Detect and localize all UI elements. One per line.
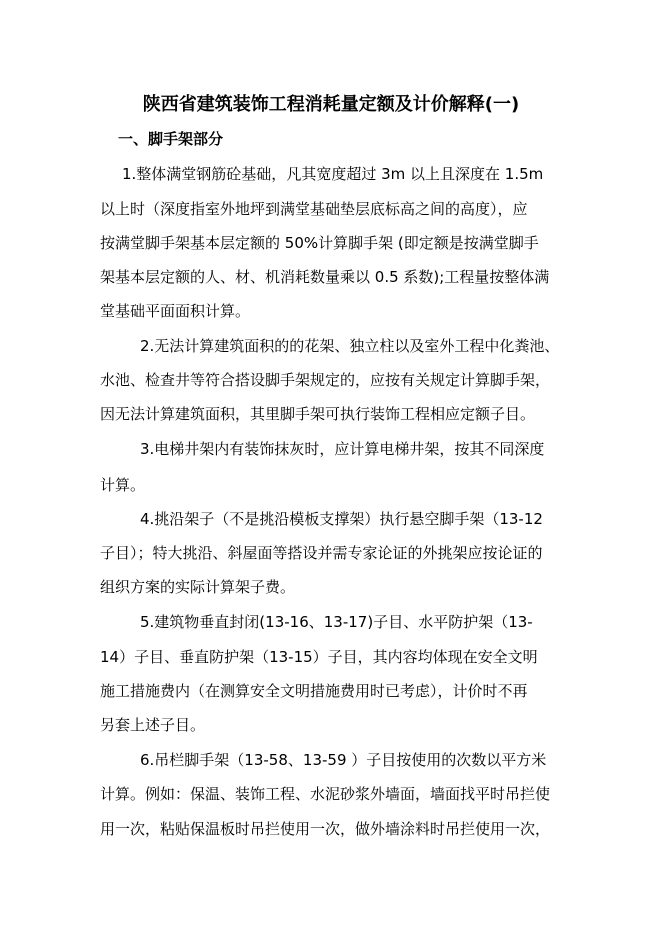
- document-title: 陕西省建筑装饰工程消耗量定额及计价解释(一): [142, 94, 520, 115]
- paragraph-line: 计算。: [100, 476, 146, 494]
- paragraph-line: 水池、检查井等符合搭设脚手架规定的，应按有关规定计算脚手架，: [100, 371, 551, 389]
- paragraph-line: 计算。例如：保温、装饰工程、水泥砂浆外墙面，墙面找平时吊拦使: [100, 785, 551, 803]
- paragraph-line: 1.整体满堂钢筋砼基础，凡其宽度超过 3m 以上且深度在 1.5m: [122, 165, 544, 183]
- paragraph-line: 组织方案的实际计算架子费。: [100, 578, 296, 596]
- paragraph-line: 3.电梯井架内有装饰抹灰时，应计算电梯井架，按其不同深度: [140, 440, 545, 458]
- section-heading: 一、脚手架部分: [118, 130, 224, 148]
- paragraph-line: 子目）；特大挑沿、斜屋面等搭设并需专家论证的外挑架应按论证的: [100, 544, 543, 562]
- paragraph-line: 5.建筑物垂直封闭(13-16、13-17)子目、水平防护架（13-: [140, 613, 533, 631]
- paragraph-line: 4.挑沿架子（不是挑沿模板支撑架）执行悬空脚手架（13-12: [140, 510, 543, 528]
- paragraph-line: 6.吊栏脚手架（13-58、13-59 ）子目按使用的次数以平方米: [140, 751, 547, 769]
- paragraph-line: 另套上述子目。: [100, 716, 206, 734]
- paragraph-line: 用一次，粘贴保温板时吊拦使用一次，做外墙涂料时吊拦使用一次，: [100, 820, 551, 838]
- paragraph-line: 施工措施费内（在测算安全文明措施费用时已考虑），计价时不再: [100, 682, 528, 700]
- paragraph-line: 堂基础平面面积计算。: [100, 302, 251, 320]
- paragraph-line: 按满堂脚手架基本层定额的 50%计算脚手架 (即定额是按满堂脚手: [100, 234, 539, 252]
- paragraph-line: 以上时（深度指室外地坪到满堂基础垫层底标高之间的高度），应: [100, 200, 528, 218]
- paragraph-line: 2.无法计算建筑面积的的花架、独立柱以及室外工程中化粪池、: [140, 337, 560, 355]
- paragraph-line: 14）子目、垂直防护架（13-15）子目，其内容均体现在安全文明: [100, 648, 538, 666]
- paragraph-line: 因无法计算建筑面积，其里脚手架可执行装饰工程相应定额子目。: [100, 405, 536, 423]
- paragraph-line: 架基本层定额的人、材、机消耗数量乘以 0.5 系数);工程量按整体满: [100, 268, 550, 286]
